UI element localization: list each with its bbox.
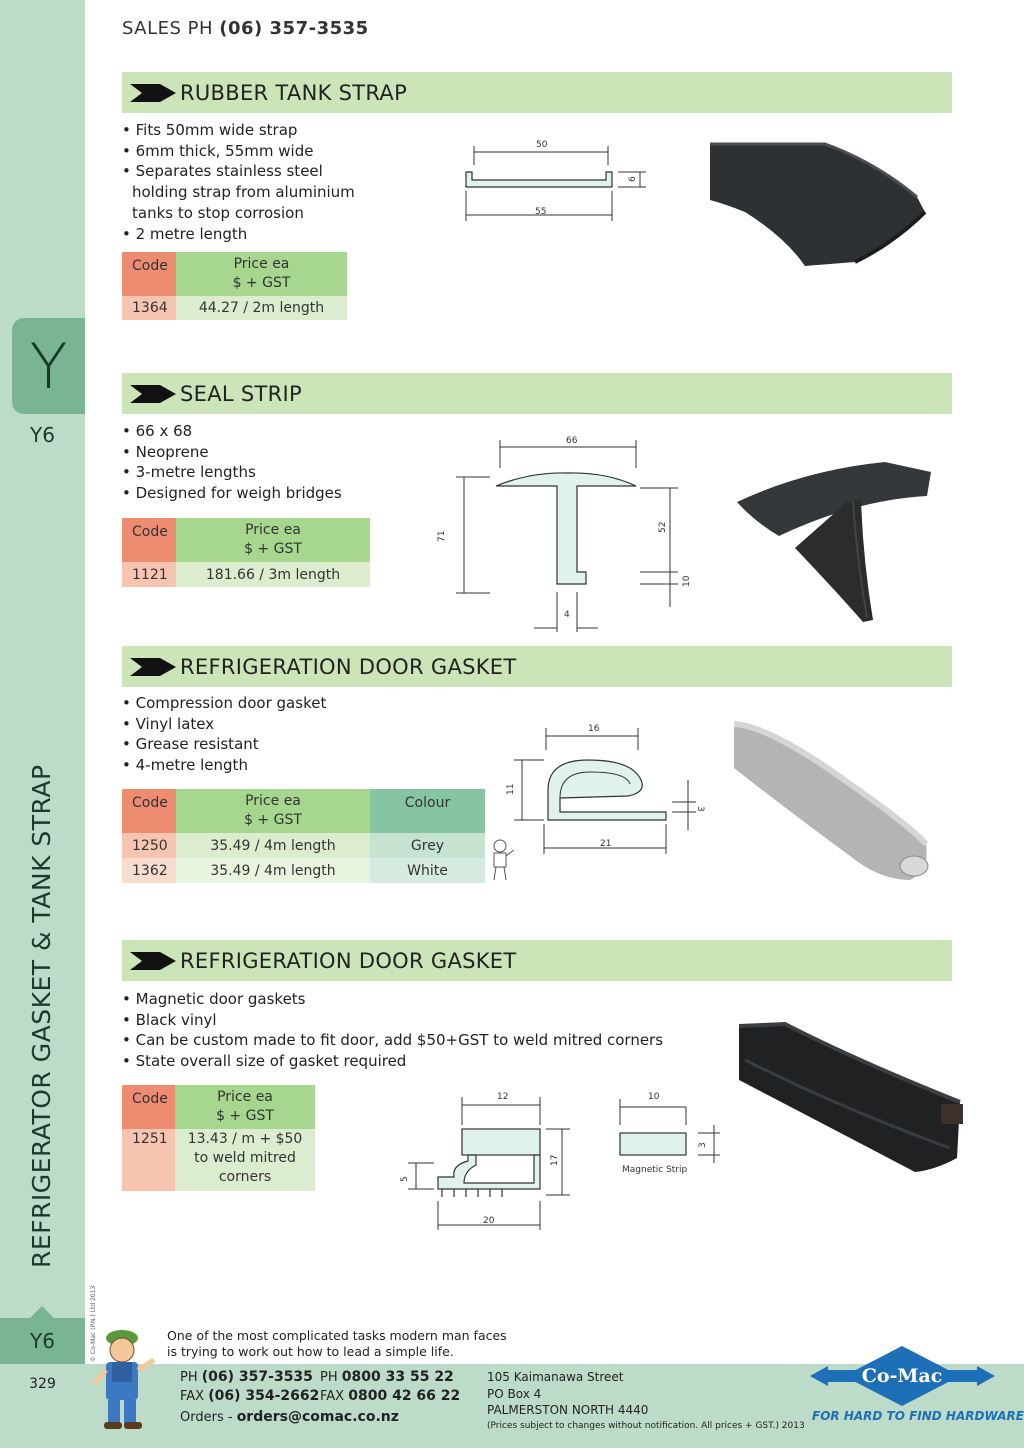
section-header-compression-gasket — [122, 646, 952, 687]
feature-list — [122, 989, 682, 1072]
free-fax-number: 0800 42 66 22 — [348, 1388, 461, 1404]
magnetic-gasket-profile-diagram — [390, 1085, 580, 1230]
fax-line: FAX (06) 354-2662 — [180, 1388, 320, 1404]
table-row — [122, 858, 485, 883]
feature-item: • Black vinyl — [122, 1010, 682, 1031]
dimension-label: 20 — [483, 1216, 495, 1226]
price-table — [122, 1085, 315, 1191]
product-colour: Grey — [370, 833, 485, 858]
sales-phone-header — [122, 18, 369, 39]
dimension-label: 4 — [564, 610, 570, 620]
price-header: Price ea $ + GST — [176, 518, 370, 562]
product-code: 1121 — [122, 562, 176, 587]
product-price: 181.66 / 3m length — [176, 562, 370, 587]
brand-tagline: FOR HARD TO FIND HARDWARE — [812, 1409, 1024, 1423]
feature-list — [122, 421, 422, 504]
feature-item: • 6mm thick, 55mm wide — [122, 141, 382, 162]
price-table — [122, 518, 370, 587]
feature-item: • Can be custom made to fit door, add $50+GST to weld mitred corners — [122, 1030, 682, 1051]
section-header-tank-strap — [122, 72, 952, 113]
dimension-label: 3 — [698, 1142, 708, 1148]
section-header-seal-strip — [122, 373, 952, 414]
magnetic-strip-diagram — [612, 1085, 727, 1180]
feature-item: • Fits 50mm wide strap — [122, 120, 382, 141]
code-header: Code — [122, 789, 176, 833]
feature-item: • 2 metre length — [122, 224, 382, 245]
dimension-label: 3 — [695, 806, 705, 812]
section-title: RUBBER TANK STRAP — [180, 80, 408, 105]
product-price: 35.49 / 4m length — [176, 833, 370, 858]
feature-item: • Vinyl latex — [122, 714, 422, 735]
product-colour: White — [370, 858, 485, 883]
compression-gasket-photo — [730, 720, 935, 885]
feature-item: • Magnetic door gaskets — [122, 989, 682, 1010]
tank-strap-profile-diagram — [460, 135, 650, 230]
magnetic-strip-label: Magnetic Strip — [622, 1165, 688, 1175]
comac-logo[interactable] — [810, 1344, 995, 1408]
phone-number[interactable]: (06) 357-3535 — [201, 1369, 313, 1385]
code-header: Code — [122, 252, 176, 296]
arrow-icon — [130, 951, 176, 971]
feature-list — [122, 693, 422, 776]
section-title: REFRIGERATION DOOR GASKET — [180, 654, 517, 679]
section-header-magnetic-gasket — [122, 940, 952, 981]
seal-strip-profile-diagram — [430, 432, 700, 637]
fax-number: (06) 354-2662 — [208, 1388, 320, 1404]
price-header: Price ea $ + GST — [175, 1085, 315, 1129]
free-fax-line: FAX 0800 42 66 22 — [320, 1388, 461, 1404]
dimension-label: 71 — [437, 530, 447, 542]
dimension-label: 50 — [536, 140, 548, 150]
feature-item: • 4-metre length — [122, 755, 422, 776]
price-table — [122, 789, 485, 883]
table-row — [122, 296, 347, 320]
seal-strip-photo — [735, 440, 935, 625]
product-code: 1251 — [122, 1129, 175, 1191]
code-header: Code — [122, 518, 176, 562]
product-price: 44.27 / 2m length — [176, 296, 347, 320]
tank-strap-photo — [705, 142, 930, 270]
price-disclaimer: (Prices subject to changes without notification. All prices + GST.) 2013 — [487, 1421, 805, 1431]
price-header: Price ea $ + GST — [176, 789, 370, 833]
postal-address: 105 Kaimanawa Street PO Box 4 PALMERSTON NORTH 4440 — [487, 1370, 649, 1417]
feature-item: • Designed for weigh bridges — [122, 483, 422, 504]
code-header: Code — [122, 1085, 175, 1129]
dimension-label: 11 — [506, 783, 516, 795]
feature-item: • Compression door gasket — [122, 693, 422, 714]
section-tab-letter[interactable]: Y — [12, 318, 85, 414]
product-code: 1364 — [122, 296, 176, 320]
dimension-label: 6 — [628, 176, 638, 182]
freephone-line: PH 0800 33 55 22 — [320, 1369, 454, 1385]
freephone-number[interactable]: 0800 33 55 22 — [341, 1369, 454, 1385]
dimension-label: 55 — [535, 207, 547, 217]
table-row — [122, 833, 485, 858]
product-code: 1362 — [122, 858, 176, 883]
brand-name: Co-Mac — [861, 1365, 943, 1387]
feature-item: • Separates stainless steel holding strap from aluminium tanks to stop corrosion — [122, 161, 382, 223]
dimension-label: 10 — [682, 575, 692, 587]
feature-item: • Neoprene — [122, 442, 422, 463]
dimension-label: 17 — [550, 1154, 560, 1166]
sales-phone[interactable]: (06) 357-3535 — [219, 18, 369, 39]
colour-header: Colour — [370, 789, 485, 833]
sales-label: SALES PH — [122, 18, 214, 39]
magnetic-gasket-photo — [735, 1020, 967, 1180]
mascot-handyman-illustration — [90, 1326, 160, 1430]
copyright-note: © Co-Mac (P.N.) Ltd 2013 — [90, 1285, 97, 1362]
dimension-label: 12 — [497, 1092, 509, 1102]
phone-line: PH (06) 357-3535 — [180, 1369, 313, 1385]
footer-tagline: One of the most complicated tasks modern man faces is trying to work out how to lead a simple life. — [167, 1328, 507, 1359]
feature-list — [122, 120, 382, 244]
dimension-label: 66 — [566, 436, 578, 446]
arrow-icon — [130, 657, 176, 677]
compression-gasket-profile-diagram — [500, 720, 720, 860]
feature-item: • State overall size of gasket required — [122, 1051, 682, 1072]
orders-email-link[interactable]: orders@comac.co.nz — [236, 1409, 399, 1425]
feature-item: • 66 x 68 — [122, 421, 422, 442]
vertical-page-title: REFRIGERATOR GASKET & TANK STRAP — [27, 764, 56, 1268]
dimension-label: 21 — [600, 839, 612, 849]
product-price: 35.49 / 4m length — [176, 858, 370, 883]
price-header: Price ea $ + GST — [176, 252, 347, 296]
orders-line: Orders - orders@comac.co.nz — [180, 1409, 399, 1425]
price-table — [122, 252, 347, 320]
dimension-label: 5 — [400, 1176, 410, 1182]
feature-item: • 3-metre lengths — [122, 462, 422, 483]
section-tab-code: Y6 — [30, 423, 55, 447]
feature-item: • Grease resistant — [122, 734, 422, 755]
section-title: REFRIGERATION DOOR GASKET — [180, 948, 517, 973]
bottom-tab-code[interactable]: Y6 — [0, 1318, 85, 1364]
dimension-label: 52 — [658, 521, 668, 533]
product-code: 1250 — [122, 833, 176, 858]
arrow-icon — [130, 384, 176, 404]
section-title: SEAL STRIP — [180, 381, 302, 406]
product-price: 13.43 / m + $50 to weld mitred corners — [175, 1129, 315, 1191]
dimension-label: 16 — [588, 724, 600, 734]
page-number: 329 — [29, 1376, 56, 1392]
table-row — [122, 1129, 315, 1191]
table-row — [122, 562, 370, 587]
dimension-label: 10 — [648, 1092, 660, 1102]
arrow-icon — [130, 83, 176, 103]
